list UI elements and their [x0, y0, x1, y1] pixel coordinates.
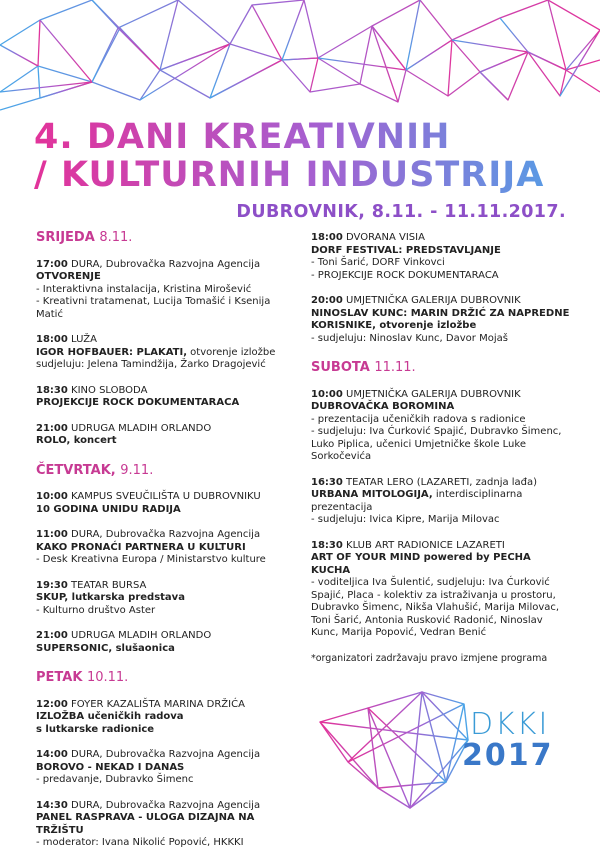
event-detail-line: - sudjeluju: Ivica Kipre, Marija Milovac [311, 514, 500, 525]
event-title-line [311, 308, 573, 321]
title-line-1: 4. DANI KREATIVNIH [34, 117, 451, 157]
event-title-text: IZLOŽBA učeničkih radova [36, 711, 184, 722]
event-time-place [36, 580, 296, 593]
event-venue: DURA, Dubrovačka Razvojna Agencija [71, 799, 261, 811]
schedule-left-column [36, 232, 296, 863]
event-time-place [311, 295, 573, 308]
event-title-text: OTVORENJE [36, 271, 101, 282]
event-detail-line: - Desk Kreativna Europa / Ministarstvo kulture [36, 554, 266, 565]
day-heading [36, 462, 296, 478]
event-title-text: NINOSLAV KUNC: MARIN DRŽIĆ ZA NAPREDNE [311, 307, 570, 319]
event-detail-line: - Interaktivna instalacija, Kristina Mirošević [36, 283, 252, 295]
schedule-event [311, 477, 573, 527]
event-title-line [36, 643, 296, 656]
event-title-line [311, 245, 573, 258]
event-time-place [36, 385, 296, 398]
event-time: 11:00 [36, 529, 68, 540]
event-title-line [36, 812, 296, 837]
event-time-place [311, 477, 573, 490]
event-title-line [36, 504, 296, 517]
day-heading [311, 362, 573, 375]
event-time: 10:00 [311, 388, 343, 400]
event-detail-line: - PROJEKCIJE ROCK DOKUMENTARACA [311, 269, 499, 281]
event-title-line [36, 711, 296, 724]
event-time-place [36, 423, 296, 436]
event-detail-line: - prezentacija učeničkih radova s radionice [311, 413, 526, 425]
event-time: 18:00 [311, 232, 343, 243]
event-title-text: IGOR HOFBAUER: PLAKATI, [36, 346, 187, 358]
schedule-event [36, 630, 296, 655]
event-detail-line: - Toni Šarić, DORF Vinkovci [311, 257, 445, 268]
schedule-event [311, 540, 573, 640]
event-time: 18:00 [36, 334, 68, 345]
event-time-place [36, 334, 296, 347]
event-title-line [36, 762, 296, 775]
event-time-place [36, 630, 296, 643]
event-detail-line: Kunc, Marija Popović, Vedran Benić [311, 627, 487, 638]
event-title-line [36, 592, 296, 605]
event-venue: KLUB ART RADIONICE LAZARETI [346, 539, 505, 551]
event-venue: DURA, Dubrovačka Razvojna Agencija [71, 258, 261, 270]
event-title-line [311, 552, 573, 577]
event-time-place [36, 699, 296, 712]
schedule-right-column [311, 232, 573, 665]
event-title-line [311, 401, 573, 414]
event-venue: DURA, Dubrovačka Razvojna Agencija [71, 529, 261, 540]
event-detail-line: sudjeluju: Jelena Tamindžija, Žarko Dragojević [36, 359, 266, 370]
event-detail-line: - Kreativni tratamenat, Lucija Tomašić i Ksenija Matić [36, 296, 271, 320]
event-detail-line: prezentacija [311, 501, 373, 513]
event-venue: FOYER KAZALIŠTA MARINA DRŽIĆA [71, 698, 245, 710]
event-time-place [36, 529, 296, 542]
logo-year: 2017 [462, 738, 554, 773]
event-venue: UMJETNIČKA GALERIJA DUBROVNIK [346, 295, 521, 306]
event-detail-line: - voditeljica Iva Šulentić, sudjeluju: Iva Ćurković [311, 577, 550, 588]
day-heading [36, 232, 296, 245]
schedule-event [36, 580, 296, 618]
day-name: PETAK [36, 670, 83, 685]
event-title-text: PROJEKCIJE ROCK DOKUMENTARACA [36, 397, 240, 408]
event-title-text: DORF FESTIVAL: PREDSTAVLJANJE [311, 244, 501, 256]
event-venue: KINO SLOBODA [71, 384, 148, 396]
event-time-place [36, 800, 296, 813]
schedule-event [311, 295, 573, 345]
event-detail-line: Toni Šarić, Antonia Rusković Radonić, Ninoslav [311, 614, 543, 626]
program-change-note: *organizatori zadržavaju pravo izmjene programa [311, 652, 548, 664]
event-venue: LUŽA [71, 334, 97, 345]
event-title-line [36, 397, 296, 410]
event-detail-line: - moderator: Ivana Nikolić Popović, HKKKI [36, 837, 244, 848]
event-detail-line: - Kulturno društvo Aster [36, 604, 156, 616]
event-detail-line: Luko Piplica, učenici Umjetničke škole Luke [311, 438, 526, 450]
event-venue: DURA, Dubrovačka Razvojna Agencija [71, 749, 261, 760]
schedule-event [36, 749, 296, 787]
schedule-event [36, 529, 296, 567]
event-title-text: KAKO PRONAĆI PARTNERA U KULTURI [36, 541, 246, 553]
schedule-event [311, 389, 573, 464]
day-date: 11.11. [374, 360, 416, 375]
day-date: 8.11. [99, 230, 133, 245]
schedule-event [36, 699, 296, 737]
event-time: 18:30 [311, 539, 343, 551]
event-time: 18:30 [36, 384, 68, 396]
event-venue: KAMPUS SVEUČILIŠTA U DUBROVNIKU [71, 491, 261, 502]
event-time: 21:00 [36, 422, 68, 434]
event-title-text: URBANA MITOLOGIJA, [311, 489, 433, 500]
event-detail-line: - sudjeluju: Iva Ćurković Spajić, Dubravko Šimenc, [311, 426, 562, 437]
event-time-place [36, 749, 296, 762]
event-time: 19:30 [36, 579, 68, 591]
event-venue: TEATAR BURSA [71, 579, 147, 591]
event-title-rest: otvorenje izložbe [187, 346, 276, 358]
event-time: 10:00 [36, 491, 68, 502]
event-detail-line: Dubravko Šimenc, Nikša Vlahušić, Marija Milovac, [311, 602, 560, 613]
event-title-continuation: KORISNIKE, otvorenje izložbe [311, 320, 477, 331]
event-detail-line: Sorkočevića [311, 451, 372, 462]
day-name: ČETVRTAK, [36, 462, 116, 478]
event-time: 12:00 [36, 698, 68, 710]
event-title-rest: interdisciplinarna [432, 489, 523, 500]
event-time: 17:00 [36, 258, 68, 270]
event-title-text: DUBROVAČKA BOROMINA [311, 401, 455, 412]
schedule-event [36, 423, 296, 448]
day-date: 10.11. [86, 670, 129, 685]
event-time: 21:00 [36, 630, 68, 641]
event-title-line [36, 435, 296, 448]
event-time: 14:00 [36, 749, 68, 760]
event-title-text: SKUP, lutkarska predstava [36, 592, 185, 603]
event-title-continuation: s lutkarske radionice [36, 723, 155, 735]
event-venue: UMJETNIČKA GALERIJA DUBROVNIK [346, 388, 521, 400]
day-name: SUBOTA [311, 360, 370, 375]
event-subtitle: DUBROVNIK, 8.11. - 11.11.2017. [236, 202, 566, 222]
schedule-event [36, 491, 296, 516]
event-time: 20:00 [311, 295, 343, 306]
event-title-line [36, 271, 296, 284]
event-title-text: PANEL RASPRAVA - ULOGA DIZAJNA NA TRŽIŠTU [36, 812, 255, 836]
event-time: 16:30 [311, 476, 343, 488]
event-title-line [36, 542, 296, 555]
schedule-event [36, 259, 296, 322]
event-detail-line: - sudjeluju: Ninoslav Kunc, Davor Mojaš [311, 332, 508, 344]
event-time: 14:30 [36, 799, 68, 811]
title-line-2: / KULTURNIH INDUSTRIJA [34, 155, 545, 195]
event-venue: UDRUGA MLADIH ORLANDO [71, 422, 212, 434]
event-title-text: BOROVO - NEKAD I DANAS [36, 761, 185, 773]
event-title-text: SUPERSONIC, slušaonica [36, 642, 175, 654]
event-title-text: ROLO, koncert [36, 435, 117, 446]
event-detail-line: Spajić, Placa - kolektiv za istraživanja u prostoru, [311, 589, 556, 601]
day-name: SRIJEDA [36, 230, 95, 245]
logo-name: DKKI [470, 707, 550, 742]
day-date: 9.11. [120, 462, 154, 478]
schedule-event [36, 334, 296, 372]
schedule-event [311, 232, 573, 282]
event-detail-line: - predavanje, Dubravko Šimenc [36, 774, 194, 785]
event-title-text: 10 GODINA UNIDU RADIJA [36, 503, 181, 515]
schedule-event [36, 385, 296, 410]
event-venue: TEATAR LERO (LAZARETI, zadnja lađa) [346, 476, 538, 488]
event-title-line [36, 347, 296, 360]
event-time-place [36, 491, 296, 504]
event-title-text: ART OF YOUR MIND powered by PECHA KUCHA [311, 552, 531, 576]
event-time-place [311, 232, 573, 245]
day-heading [36, 672, 296, 685]
event-time-place [311, 389, 573, 402]
event-venue: UDRUGA MLADIH ORLANDO [71, 630, 212, 641]
event-time-place [311, 540, 573, 553]
event-title [34, 118, 594, 194]
event-venue: DVORANA VISIA [346, 232, 425, 243]
event-time-place [36, 259, 296, 272]
event-title-line [311, 489, 573, 502]
schedule-event [36, 800, 296, 850]
